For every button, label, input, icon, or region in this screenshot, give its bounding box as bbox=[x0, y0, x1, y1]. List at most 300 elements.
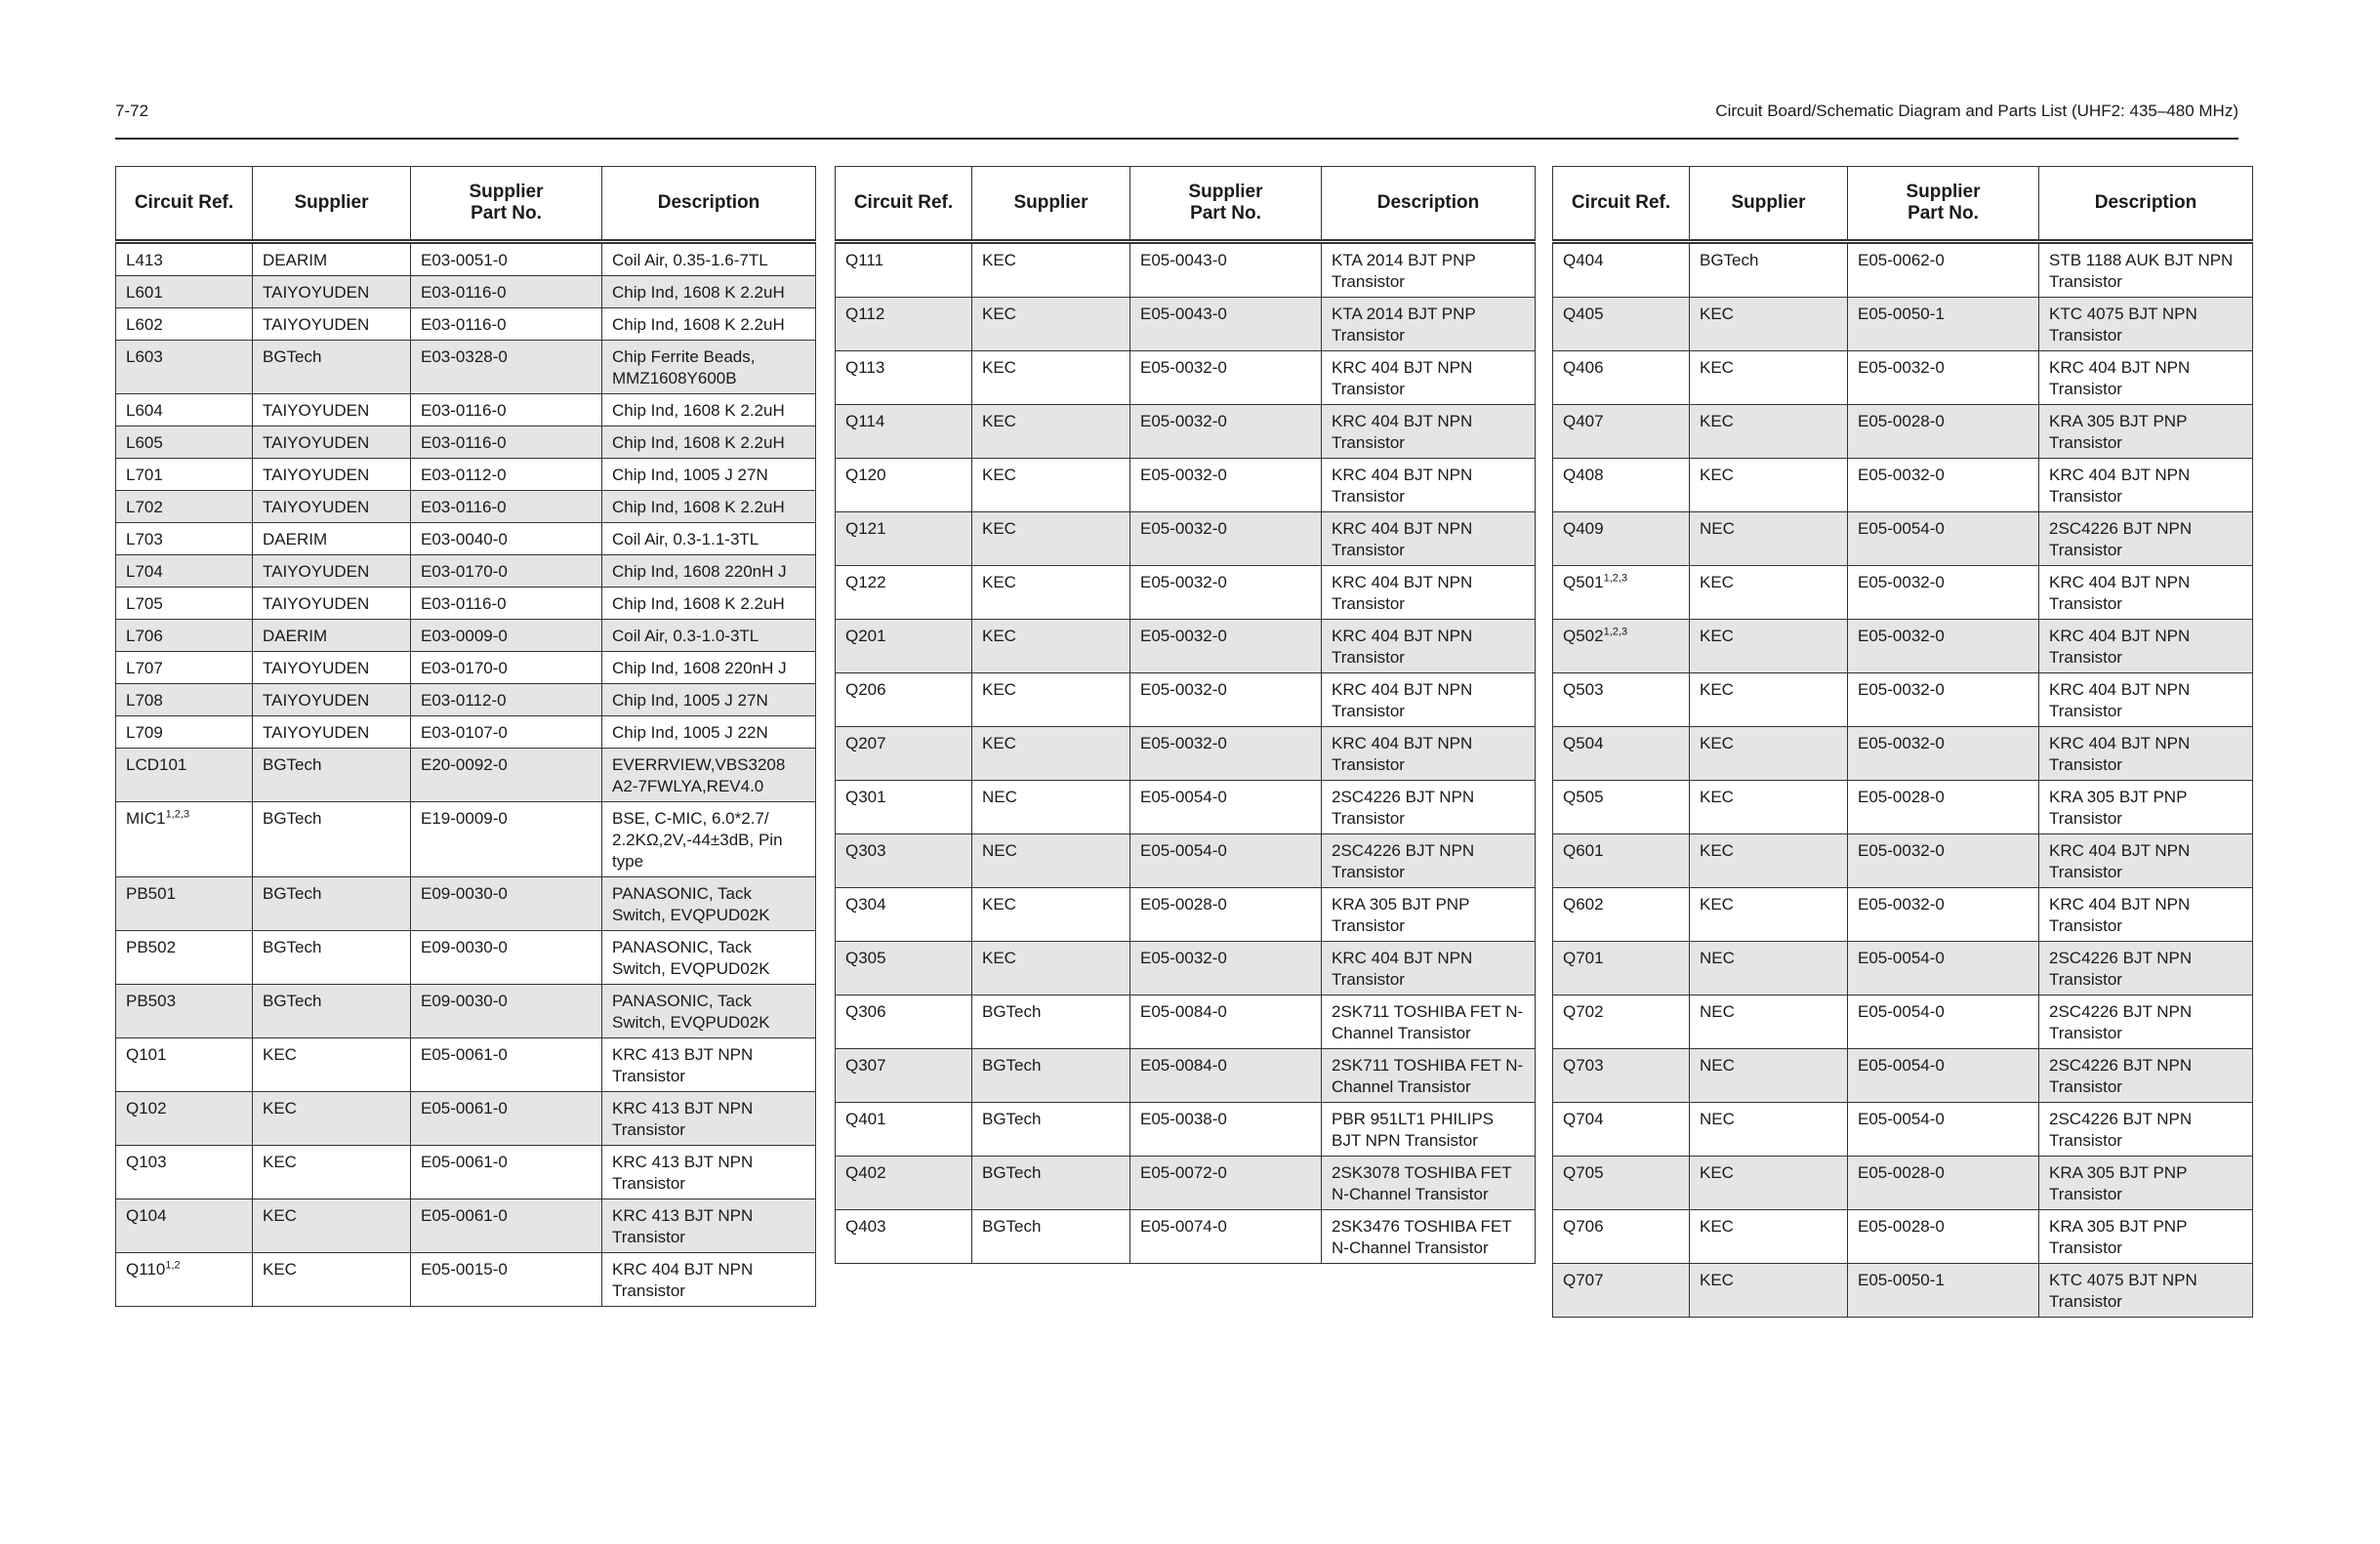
table-row bbox=[116, 1092, 816, 1146]
header-circuit-ref: Circuit Ref. bbox=[836, 167, 972, 242]
cell-part-no: E05-0054-0 bbox=[1848, 1103, 2039, 1157]
cell-description: KRC 404 BJT NPN Transistor bbox=[2039, 351, 2253, 405]
table-row bbox=[116, 491, 816, 523]
cell-circuit-ref: Q305 bbox=[836, 942, 972, 995]
header-circuit-ref: Circuit Ref. bbox=[1553, 167, 1690, 242]
table-row bbox=[1553, 242, 2253, 298]
cell-supplier: KEC bbox=[1690, 1264, 1848, 1318]
cell-circuit-ref: PB501 bbox=[116, 877, 253, 931]
cell-circuit-ref: Q104 bbox=[116, 1199, 253, 1253]
table-row bbox=[116, 588, 816, 620]
header-part-no: Supplier Part No. bbox=[411, 167, 602, 242]
cell-part-no: E09-0030-0 bbox=[411, 877, 602, 931]
cell-description: KRC 413 BJT NPN Transistor bbox=[602, 1146, 816, 1199]
cell-supplier: KEC bbox=[1690, 673, 1848, 727]
cell-supplier: DAERIM bbox=[253, 523, 411, 555]
cell-circuit-ref: Q501$^{1,2,3}$ bbox=[1553, 566, 1690, 620]
cell-circuit-ref: Q408 bbox=[1553, 459, 1690, 512]
cell-circuit-ref: L413 bbox=[116, 242, 253, 276]
table-row bbox=[1553, 781, 2253, 834]
cell-description: KRA 305 BJT PNP Transistor bbox=[1322, 888, 1536, 942]
table-row bbox=[116, 341, 816, 394]
cell-circuit-ref: Q102 bbox=[116, 1092, 253, 1146]
cell-description: KRC 404 BJT NPN Transistor bbox=[1322, 620, 1536, 673]
cell-supplier: KEC bbox=[1690, 298, 1848, 351]
header-rule bbox=[115, 138, 2238, 140]
cell-supplier: NEC bbox=[1690, 942, 1848, 995]
cell-circuit-ref: Q602 bbox=[1553, 888, 1690, 942]
cell-circuit-ref: Q406 bbox=[1553, 351, 1690, 405]
cell-circuit-ref: Q601 bbox=[1553, 834, 1690, 888]
table-row bbox=[836, 512, 1536, 566]
table-row bbox=[1553, 405, 2253, 459]
cell-description: KRC 404 BJT NPN Transistor bbox=[1322, 727, 1536, 781]
cell-circuit-ref: Q122 bbox=[836, 566, 972, 620]
cell-circuit-ref: Q405 bbox=[1553, 298, 1690, 351]
cell-description: PANASONIC, Tack Switch, EVQPUD02K bbox=[602, 985, 816, 1038]
cell-part-no: E05-0032-0 bbox=[1130, 351, 1322, 405]
table-row bbox=[836, 942, 1536, 995]
cell-part-no: E05-0032-0 bbox=[1130, 459, 1322, 512]
table-row bbox=[836, 459, 1536, 512]
cell-circuit-ref: Q706 bbox=[1553, 1210, 1690, 1264]
header-description: Description bbox=[1322, 167, 1536, 242]
cell-supplier: TAIYOYUDEN bbox=[253, 427, 411, 459]
cell-part-no: E05-0028-0 bbox=[1848, 1157, 2039, 1210]
cell-supplier: BGTech bbox=[253, 985, 411, 1038]
cell-circuit-ref: Q403 bbox=[836, 1210, 972, 1264]
cell-part-no: E05-0061-0 bbox=[411, 1038, 602, 1092]
table-row bbox=[116, 749, 816, 802]
parts-table-1 bbox=[115, 166, 816, 1307]
table-row bbox=[1553, 942, 2253, 995]
header-supplier: Supplier bbox=[972, 167, 1130, 242]
cell-description: Coil Air, 0.3-1.0-3TL bbox=[602, 620, 816, 652]
cell-part-no: E05-0032-0 bbox=[1130, 620, 1322, 673]
cell-part-no: E03-0112-0 bbox=[411, 684, 602, 716]
cell-supplier: TAIYOYUDEN bbox=[253, 555, 411, 588]
table-row bbox=[1553, 888, 2253, 942]
running-title: Circuit Board/Schematic Diagram and Parts List (UHF2: 435–480 MHz) bbox=[1715, 102, 2238, 120]
cell-description: KRC 404 BJT NPN Transistor bbox=[2039, 566, 2253, 620]
table-row bbox=[836, 995, 1536, 1049]
cell-part-no: E05-0032-0 bbox=[1848, 620, 2039, 673]
cell-supplier: KEC bbox=[1690, 1210, 1848, 1264]
table-row bbox=[1553, 995, 2253, 1049]
cell-part-no: E05-0028-0 bbox=[1848, 1210, 2039, 1264]
header-supplier: Supplier bbox=[253, 167, 411, 242]
cell-description: KTA 2014 BJT PNP Transistor bbox=[1322, 242, 1536, 298]
table-row bbox=[116, 394, 816, 427]
cell-description: KRA 305 BJT PNP Transistor bbox=[2039, 781, 2253, 834]
table-row bbox=[1553, 1264, 2253, 1318]
cell-supplier: KEC bbox=[972, 620, 1130, 673]
cell-part-no: E05-0054-0 bbox=[1130, 834, 1322, 888]
table-row bbox=[1553, 298, 2253, 351]
cell-circuit-ref: Q701 bbox=[1553, 942, 1690, 995]
cell-supplier: BGTech bbox=[253, 802, 411, 877]
cell-description: 2SK711 TOSHIBA FET N-Channel Transistor bbox=[1322, 995, 1536, 1049]
table-row bbox=[1553, 566, 2253, 620]
cell-part-no: E19-0009-0 bbox=[411, 802, 602, 877]
cell-circuit-ref: Q503 bbox=[1553, 673, 1690, 727]
cell-supplier: TAIYOYUDEN bbox=[253, 491, 411, 523]
cell-circuit-ref: L603 bbox=[116, 341, 253, 394]
cell-description: PANASONIC, Tack Switch, EVQPUD02K bbox=[602, 931, 816, 985]
cell-circuit-ref: L704 bbox=[116, 555, 253, 588]
cell-part-no: E05-0054-0 bbox=[1848, 942, 2039, 995]
cell-description: Chip Ind, 1005 J 27N bbox=[602, 684, 816, 716]
table-row bbox=[1553, 673, 2253, 727]
cell-part-no: E05-0050-1 bbox=[1848, 298, 2039, 351]
cell-circuit-ref: Q502$^{1,2,3}$ bbox=[1553, 620, 1690, 673]
table-row bbox=[836, 888, 1536, 942]
cell-description: Coil Air, 0.35-1.6-7TL bbox=[602, 242, 816, 276]
cell-supplier: KEC bbox=[972, 566, 1130, 620]
cell-circuit-ref: Q401 bbox=[836, 1103, 972, 1157]
header-circuit-ref: Circuit Ref. bbox=[116, 167, 253, 242]
table-row bbox=[836, 566, 1536, 620]
table-row bbox=[1553, 727, 2253, 781]
cell-circuit-ref: Q505 bbox=[1553, 781, 1690, 834]
header-part-no: Supplier Part No. bbox=[1130, 167, 1322, 242]
cell-part-no: E03-0116-0 bbox=[411, 394, 602, 427]
table-row bbox=[116, 242, 816, 276]
cell-supplier: BGTech bbox=[253, 877, 411, 931]
cell-part-no: E05-0032-0 bbox=[1130, 727, 1322, 781]
cell-circuit-ref: Q303 bbox=[836, 834, 972, 888]
cell-description: Chip Ind, 1608 K 2.2uH bbox=[602, 394, 816, 427]
table-row bbox=[1553, 1157, 2253, 1210]
footnote-marker: 1,2,3 bbox=[1603, 626, 1628, 638]
cell-description: 2SC4226 BJT NPN Transistor bbox=[1322, 834, 1536, 888]
cell-circuit-ref: L602 bbox=[116, 308, 253, 341]
table-row bbox=[1553, 1103, 2253, 1157]
cell-circuit-ref: Q306 bbox=[836, 995, 972, 1049]
cell-part-no: E05-0043-0 bbox=[1130, 298, 1322, 351]
cell-description: KRC 404 BJT NPN Transistor bbox=[1322, 942, 1536, 995]
cell-supplier: KEC bbox=[972, 512, 1130, 566]
cell-circuit-ref: Q206 bbox=[836, 673, 972, 727]
header-part-no: Supplier Part No. bbox=[1848, 167, 2039, 242]
cell-description: 2SC4226 BJT NPN Transistor bbox=[2039, 942, 2253, 995]
parts-table-3 bbox=[1552, 166, 2253, 1318]
cell-part-no: E03-0116-0 bbox=[411, 427, 602, 459]
cell-supplier: KEC bbox=[972, 242, 1130, 298]
cell-circuit-ref: L709 bbox=[116, 716, 253, 749]
cell-description: Chip Ind, 1005 J 22N bbox=[602, 716, 816, 749]
cell-description: Coil Air, 0.3-1.1-3TL bbox=[602, 523, 816, 555]
cell-supplier: KEC bbox=[972, 351, 1130, 405]
cell-part-no: E03-0328-0 bbox=[411, 341, 602, 394]
cell-circuit-ref: Q103 bbox=[116, 1146, 253, 1199]
cell-circuit-ref: L707 bbox=[116, 652, 253, 684]
cell-part-no: E05-0084-0 bbox=[1130, 995, 1322, 1049]
cell-circuit-ref: L703 bbox=[116, 523, 253, 555]
cell-supplier: NEC bbox=[1690, 995, 1848, 1049]
table-row bbox=[836, 1103, 1536, 1157]
cell-supplier: DAERIM bbox=[253, 620, 411, 652]
cell-description: Chip Ind, 1608 K 2.2uH bbox=[602, 491, 816, 523]
cell-supplier: BGTech bbox=[972, 1103, 1130, 1157]
cell-part-no: E05-0028-0 bbox=[1848, 405, 2039, 459]
cell-description: KTA 2014 BJT PNP Transistor bbox=[1322, 298, 1536, 351]
cell-supplier: BGTech bbox=[972, 995, 1130, 1049]
cell-circuit-ref: Q407 bbox=[1553, 405, 1690, 459]
table-row bbox=[116, 1146, 816, 1199]
cell-description: Chip Ind, 1608 K 2.2uH bbox=[602, 427, 816, 459]
cell-supplier: BGTech bbox=[972, 1157, 1130, 1210]
cell-description: KRC 404 BJT NPN Transistor bbox=[2039, 834, 2253, 888]
cell-description: 2SK3476 TOSHIBA FET N-Channel Transistor bbox=[1322, 1210, 1536, 1264]
cell-circuit-ref: Q301 bbox=[836, 781, 972, 834]
cell-supplier: TAIYOYUDEN bbox=[253, 684, 411, 716]
cell-description: 2SC4226 BJT NPN Transistor bbox=[2039, 512, 2253, 566]
cell-circuit-ref: L705 bbox=[116, 588, 253, 620]
cell-circuit-ref: Q101 bbox=[116, 1038, 253, 1092]
cell-description: KRC 404 BJT NPN Transistor bbox=[602, 1253, 816, 1307]
cell-circuit-ref: Q113 bbox=[836, 351, 972, 405]
table-row bbox=[836, 1210, 1536, 1264]
cell-circuit-ref: L706 bbox=[116, 620, 253, 652]
cell-circuit-ref: Q402 bbox=[836, 1157, 972, 1210]
cell-circuit-ref: Q110$^{1,2}$ bbox=[116, 1253, 253, 1307]
cell-supplier: NEC bbox=[972, 781, 1130, 834]
cell-part-no: E05-0032-0 bbox=[1848, 566, 2039, 620]
cell-description: KRC 404 BJT NPN Transistor bbox=[1322, 459, 1536, 512]
footnote-marker: 1,2,3 bbox=[1603, 572, 1628, 585]
cell-circuit-ref: Q120 bbox=[836, 459, 972, 512]
table-row bbox=[836, 834, 1536, 888]
cell-circuit-ref: PB502 bbox=[116, 931, 253, 985]
footnote-marker: 1,2 bbox=[165, 1259, 181, 1272]
cell-supplier: BGTech bbox=[253, 341, 411, 394]
cell-supplier: KEC bbox=[1690, 888, 1848, 942]
cell-supplier: DEARIM bbox=[253, 242, 411, 276]
cell-supplier: KEC bbox=[972, 405, 1130, 459]
cell-supplier: TAIYOYUDEN bbox=[253, 459, 411, 491]
table-row bbox=[836, 673, 1536, 727]
cell-circuit-ref: L601 bbox=[116, 276, 253, 308]
cell-supplier: KEC bbox=[253, 1253, 411, 1307]
cell-part-no: E03-0116-0 bbox=[411, 276, 602, 308]
cell-supplier: KEC bbox=[972, 727, 1130, 781]
table-row bbox=[116, 459, 816, 491]
cell-description: PBR 951LT1 PHILIPS BJT NPN Transistor bbox=[1322, 1103, 1536, 1157]
cell-circuit-ref: Q404 bbox=[1553, 242, 1690, 298]
cell-circuit-ref: LCD101 bbox=[116, 749, 253, 802]
cell-circuit-ref: Q409 bbox=[1553, 512, 1690, 566]
cell-description: KRC 404 BJT NPN Transistor bbox=[1322, 566, 1536, 620]
cell-supplier: KEC bbox=[253, 1038, 411, 1092]
cell-description: KRC 413 BJT NPN Transistor bbox=[602, 1092, 816, 1146]
cell-supplier: TAIYOYUDEN bbox=[253, 588, 411, 620]
cell-circuit-ref: Q121 bbox=[836, 512, 972, 566]
cell-circuit-ref: Q704 bbox=[1553, 1103, 1690, 1157]
cell-part-no: E05-0061-0 bbox=[411, 1199, 602, 1253]
table-row bbox=[836, 1049, 1536, 1103]
cell-description: Chip Ind, 1608 220nH J bbox=[602, 652, 816, 684]
cell-part-no: E05-0032-0 bbox=[1130, 566, 1322, 620]
cell-circuit-ref: Q112 bbox=[836, 298, 972, 351]
cell-circuit-ref: PB503 bbox=[116, 985, 253, 1038]
cell-part-no: E05-0038-0 bbox=[1130, 1103, 1322, 1157]
cell-part-no: E05-0084-0 bbox=[1130, 1049, 1322, 1103]
cell-part-no: E03-0170-0 bbox=[411, 652, 602, 684]
cell-circuit-ref: Q307 bbox=[836, 1049, 972, 1103]
table-row bbox=[836, 727, 1536, 781]
cell-supplier: NEC bbox=[1690, 512, 1848, 566]
table-row bbox=[116, 877, 816, 931]
cell-supplier: TAIYOYUDEN bbox=[253, 394, 411, 427]
cell-description: KRC 404 BJT NPN Transistor bbox=[1322, 512, 1536, 566]
cell-part-no: E05-0032-0 bbox=[1130, 405, 1322, 459]
cell-circuit-ref: L708 bbox=[116, 684, 253, 716]
table-row bbox=[116, 555, 816, 588]
cell-circuit-ref: Q111 bbox=[836, 242, 972, 298]
cell-supplier: BGTech bbox=[253, 931, 411, 985]
cell-supplier: BGTech bbox=[1690, 242, 1848, 298]
cell-supplier: KEC bbox=[1690, 834, 1848, 888]
cell-supplier: KEC bbox=[1690, 727, 1848, 781]
parts-table-body bbox=[836, 242, 1536, 1264]
cell-description: KRC 404 BJT NPN Transistor bbox=[2039, 620, 2253, 673]
cell-part-no: E03-0107-0 bbox=[411, 716, 602, 749]
cell-part-no: E05-0032-0 bbox=[1130, 512, 1322, 566]
cell-description: 2SK3078 TOSHIBA FET N-Channel Transistor bbox=[1322, 1157, 1536, 1210]
table-row bbox=[1553, 620, 2253, 673]
header-description: Description bbox=[602, 167, 816, 242]
cell-part-no: E05-0054-0 bbox=[1848, 995, 2039, 1049]
cell-description: KRA 305 BJT PNP Transistor bbox=[2039, 405, 2253, 459]
table-row bbox=[116, 1199, 816, 1253]
footnote-marker: 1,2,3 bbox=[165, 808, 190, 821]
cell-part-no: E03-0040-0 bbox=[411, 523, 602, 555]
cell-circuit-ref: Q707 bbox=[1553, 1264, 1690, 1318]
cell-part-no: E03-0051-0 bbox=[411, 242, 602, 276]
cell-supplier: KEC bbox=[972, 942, 1130, 995]
cell-part-no: E09-0030-0 bbox=[411, 931, 602, 985]
table-row bbox=[116, 276, 816, 308]
cell-part-no: E05-0032-0 bbox=[1130, 942, 1322, 995]
cell-supplier: TAIYOYUDEN bbox=[253, 308, 411, 341]
cell-part-no: E05-0050-1 bbox=[1848, 1264, 2039, 1318]
cell-supplier: KEC bbox=[1690, 781, 1848, 834]
cell-description: KRC 404 BJT NPN Transistor bbox=[1322, 673, 1536, 727]
table-row bbox=[836, 1157, 1536, 1210]
table-row bbox=[1553, 351, 2253, 405]
cell-description: KRC 404 BJT NPN Transistor bbox=[1322, 405, 1536, 459]
cell-description: 2SC4226 BJT NPN Transistor bbox=[1322, 781, 1536, 834]
cell-circuit-ref: Q703 bbox=[1553, 1049, 1690, 1103]
header-description: Description bbox=[2039, 167, 2253, 242]
cell-part-no: E03-0116-0 bbox=[411, 308, 602, 341]
cell-description: KRC 413 BJT NPN Transistor bbox=[602, 1199, 816, 1253]
cell-supplier: NEC bbox=[1690, 1103, 1848, 1157]
cell-circuit-ref: Q304 bbox=[836, 888, 972, 942]
cell-part-no: E05-0062-0 bbox=[1848, 242, 2039, 298]
table-row bbox=[116, 985, 816, 1038]
cell-part-no: E20-0092-0 bbox=[411, 749, 602, 802]
table-row bbox=[116, 620, 816, 652]
cell-supplier: BGTech bbox=[972, 1210, 1130, 1264]
parts-table-body bbox=[116, 242, 816, 1307]
cell-circuit-ref: L604 bbox=[116, 394, 253, 427]
cell-circuit-ref: MIC1$^{1,2,3}$ bbox=[116, 802, 253, 877]
cell-description: BSE, C-MIC, 6.0*2.7/ 2.2KΩ,2V,-44±3dB, Pin type bbox=[602, 802, 816, 877]
cell-part-no: E05-0032-0 bbox=[1848, 351, 2039, 405]
cell-circuit-ref: Q114 bbox=[836, 405, 972, 459]
cell-part-no: E05-0015-0 bbox=[411, 1253, 602, 1307]
cell-description: Chip Ind, 1608 K 2.2uH bbox=[602, 308, 816, 341]
table-row bbox=[1553, 459, 2253, 512]
table-row bbox=[116, 716, 816, 749]
cell-description: Chip Ind, 1608 K 2.2uH bbox=[602, 276, 816, 308]
table-row bbox=[1553, 512, 2253, 566]
cell-supplier: KEC bbox=[1690, 459, 1848, 512]
cell-part-no: E05-0061-0 bbox=[411, 1092, 602, 1146]
cell-supplier: KEC bbox=[972, 888, 1130, 942]
cell-part-no: E05-0028-0 bbox=[1848, 781, 2039, 834]
cell-part-no: E05-0032-0 bbox=[1848, 459, 2039, 512]
cell-part-no: E03-0116-0 bbox=[411, 491, 602, 523]
cell-circuit-ref: Q207 bbox=[836, 727, 972, 781]
cell-supplier: KEC bbox=[972, 298, 1130, 351]
cell-part-no: E05-0072-0 bbox=[1130, 1157, 1322, 1210]
cell-part-no: E05-0032-0 bbox=[1848, 834, 2039, 888]
cell-description: 2SC4226 BJT NPN Transistor bbox=[2039, 1049, 2253, 1103]
cell-supplier: KEC bbox=[1690, 405, 1848, 459]
cell-supplier: KEC bbox=[1690, 1157, 1848, 1210]
cell-description: 2SC4226 BJT NPN Transistor bbox=[2039, 995, 2253, 1049]
table-row bbox=[836, 351, 1536, 405]
table-row bbox=[116, 652, 816, 684]
cell-supplier: KEC bbox=[1690, 351, 1848, 405]
table-row bbox=[116, 308, 816, 341]
cell-description: PANASONIC, Tack Switch, EVQPUD02K bbox=[602, 877, 816, 931]
cell-description: EVERRVIEW,VBS3208 A2-7FWLYA,REV4.0 bbox=[602, 749, 816, 802]
cell-part-no: E05-0028-0 bbox=[1130, 888, 1322, 942]
cell-circuit-ref: L702 bbox=[116, 491, 253, 523]
table-row bbox=[1553, 1049, 2253, 1103]
cell-description: KRA 305 BJT PNP Transistor bbox=[2039, 1157, 2253, 1210]
table-row bbox=[1553, 1210, 2253, 1264]
cell-part-no: E03-0116-0 bbox=[411, 588, 602, 620]
cell-supplier: KEC bbox=[972, 459, 1130, 512]
cell-circuit-ref: L701 bbox=[116, 459, 253, 491]
cell-supplier: TAIYOYUDEN bbox=[253, 276, 411, 308]
table-row bbox=[116, 931, 816, 985]
cell-description: KRC 404 BJT NPN Transistor bbox=[2039, 459, 2253, 512]
cell-supplier: BGTech bbox=[253, 749, 411, 802]
cell-part-no: E05-0032-0 bbox=[1130, 673, 1322, 727]
cell-supplier: KEC bbox=[253, 1146, 411, 1199]
table-row bbox=[836, 620, 1536, 673]
cell-description: KRC 404 BJT NPN Transistor bbox=[1322, 351, 1536, 405]
cell-supplier: NEC bbox=[972, 834, 1130, 888]
cell-circuit-ref: Q504 bbox=[1553, 727, 1690, 781]
cell-description: Chip Ind, 1608 220nH J bbox=[602, 555, 816, 588]
page-number: 7-72 bbox=[115, 102, 149, 120]
table-row bbox=[836, 242, 1536, 298]
table-row bbox=[116, 684, 816, 716]
table-row bbox=[116, 523, 816, 555]
cell-supplier: TAIYOYUDEN bbox=[253, 652, 411, 684]
cell-circuit-ref: Q705 bbox=[1553, 1157, 1690, 1210]
cell-part-no: E05-0032-0 bbox=[1848, 727, 2039, 781]
cell-circuit-ref: Q702 bbox=[1553, 995, 1690, 1049]
cell-description: Chip Ind, 1005 J 27N bbox=[602, 459, 816, 491]
